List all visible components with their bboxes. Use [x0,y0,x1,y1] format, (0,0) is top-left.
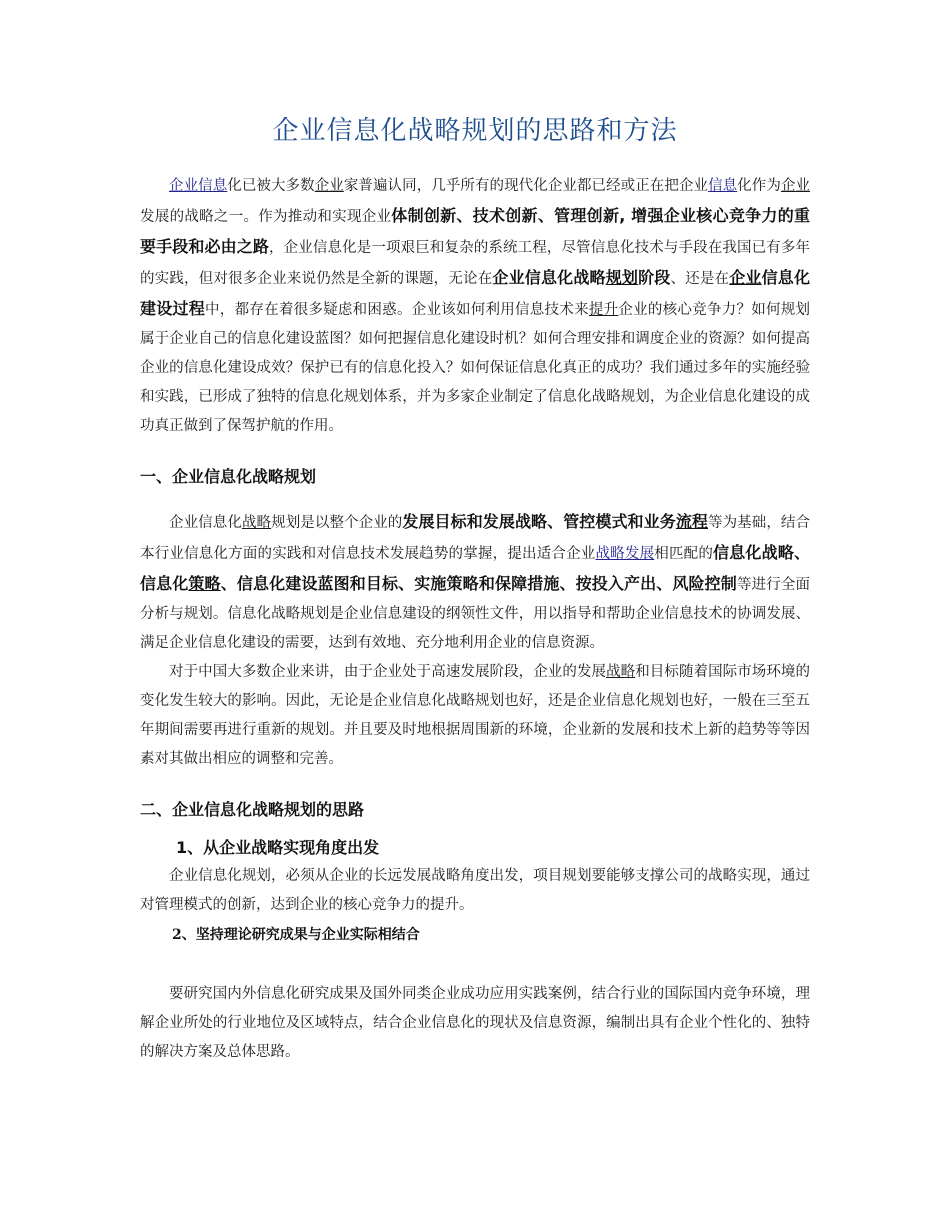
term-enterprise[interactable]: 企业 [729,268,762,287]
link-enterprise-info[interactable]: 企业信息 [169,178,228,194]
section1-text: 等进行全面分析与规划。信息化战略规划是企业信息建设的纲领性文件，用以指导和帮助企业信息技术的协调发展、满足企业信息化建设的需要，达到有效地、充分地利用企业的信息资源。 [140,577,810,651]
intro-text: 化作为 [737,178,781,194]
emphasis-innovation: 体制创新、技术创新、管理创新, 增强企业核心竞争力的重要手段和必由之路 [140,206,810,256]
link-information[interactable]: 信息 [708,178,738,194]
term-process[interactable]: 流程 [675,512,708,531]
section1-text: 相匹配的 [654,546,714,562]
intro-text: 企业的核心竞争力？如何规划属于企业自己的信息化建设蓝图？如何把握信息化建设时机？如何合理安排和调度企业的资源？如何提高企业的信息化建设成效？保护已有的信息化投入？如何保证信息化真正的成功？我们通过多年的实施经验和实践，已形成了独特的信息化规划体系，并为多家企业制定了信息化战略规划，为企业信息化建设的成功真正做到了保驾护航的作用。 [140,302,811,434]
subsection-heading-2: 2、坚持理论研究成果与企业实际相结合 [172,927,420,943]
emphasis-it-strategy: 信息化战略、信息化 [140,543,811,593]
subsection2-paragraph: 要研究国内外信息化研究成果及国外同类企业成功应用实践案例，结合行业的国际国内竞争环境，理解企业所处的行业地位及区域特点，结合企业信息化的现状及信息资源，编制出具有企业个性化的、独特的解决方案及总体思路。 [140,986,810,1060]
link-planning[interactable]: 规划 [605,268,639,287]
emphasis-construction: 信息化建设过程 [140,268,810,318]
section1-text: 企业信息化 [169,515,242,531]
section1-text: 对于中国大多数企业来讲，由于企业处于高速发展阶段，企业的发展 [169,664,607,680]
intro-text: 中，都存在着很多疑虑和困惑。企业该如何利用信息技术来 [205,302,589,318]
section1-paragraph-2 [140,658,810,774]
emphasis-stage: 阶段 [638,268,671,287]
subsection1-paragraph: 企业信息化规划，必须从企业的长远发展战略角度出发，项目规划要能够支撑公司的战略实现，通过对管理模式的创新，达到企业的核心竞争力的提升。 [140,868,810,913]
emphasis-strategy: 企业信息化战略 [492,268,606,287]
document-title: 企业信息化战略规划的思路和方法 [272,116,678,146]
section1-text: 等为基础，结合本行业信息化方面的实践和对信息技术发展趋势的掌握，提出适合企业 [140,515,811,562]
section-heading-2: 二、企业信息化战略规划的思路 [140,800,365,819]
section1-paragraph-1 [140,507,810,658]
intro-text: ，企业信息化是一项艰巨和复杂的系统工程，尽管信息化技术与手段在我国已有多年的实践，但对很多企业来说仍然是全新的课题，无论在 [140,240,810,287]
intro-text: 发展的战略之一。作为推动和实现企业 [140,209,392,225]
term-enterprise[interactable]: 企业 [780,178,811,194]
link-strategy-development[interactable]: 战略发展 [595,546,655,562]
section1-text: 规划是以整个企业的 [271,515,403,531]
term-strategy[interactable]: 战略 [241,515,272,531]
term-improve[interactable]: 提升 [588,302,619,318]
intro-paragraph [140,172,810,441]
intro-text: 、还是在 [670,271,730,287]
subsection-heading-1: 1、从企业战略实现角度出发 [176,838,380,857]
term-enterprise[interactable]: 企业 [314,178,344,194]
term-tactics[interactable]: 策略 [188,574,221,593]
emphasis-blueprint: 、信息化建设蓝图和目标、实施策略和保障措施、按投入产出、风险控制 [220,574,737,593]
intro-text: 化已被大多数 [227,178,315,194]
term-strategy[interactable]: 战略 [606,664,636,680]
section-heading-1: 一、企业信息化战略规划 [140,467,317,486]
section1-text: 和目标随着国际市场环境的变化发生较大的影响。因此，无论是企业信息化战略规划也好，还是企业信息化规划也好，一般在三至五年期间需要再进行重新的规划。并且要及时地根据周围新的环境，企业新的发展和技术上新的趋势等等因素对其做出相应的调整和完善。 [140,664,811,767]
document-page [140,0,810,1067]
intro-text: 家普遍认同，几乎所有的现代化企业都已经或正在把企业 [343,178,709,194]
emphasis-goals: 发展目标和发展战略、管控模式和业务 [402,512,676,531]
